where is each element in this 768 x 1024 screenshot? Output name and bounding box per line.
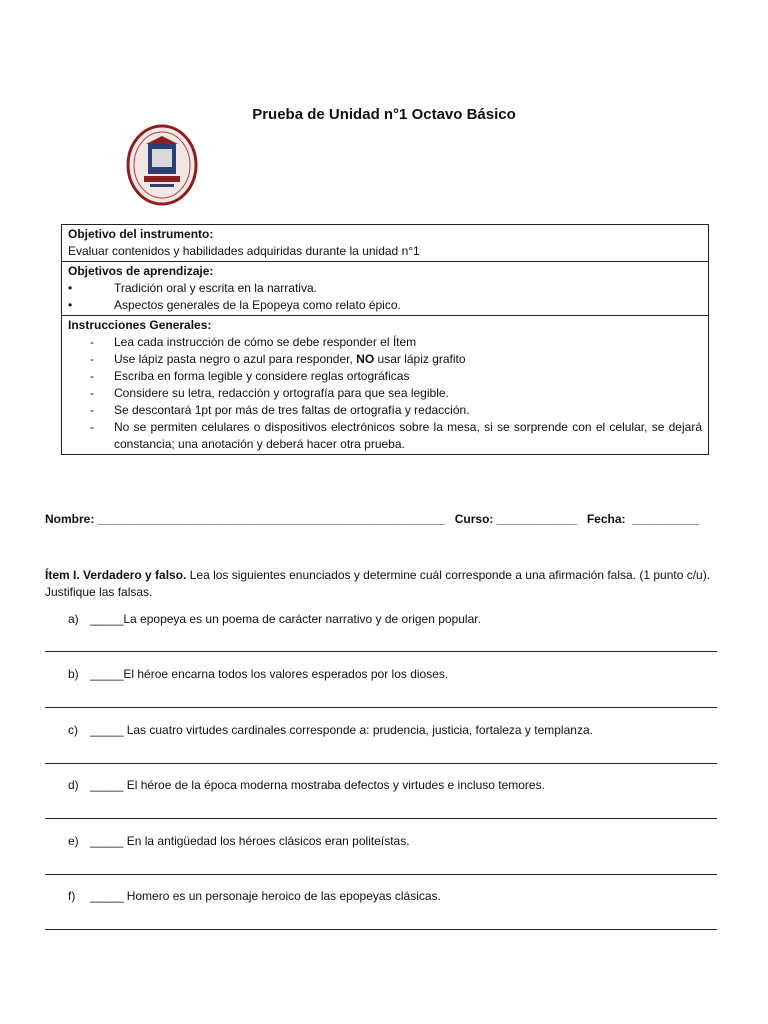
instruction-item: - Se descontará 1pt por más de tres faltas de ortografía y redacción. (90, 403, 470, 417)
question-item-c: c) _____ Las cuatro virtudes cardinales corresponde a: prudencia, justicia, fortaleza y templanza. (68, 723, 593, 737)
answer-line[interactable] (45, 763, 717, 764)
page-title: Prueba de Unidad n°1 Octavo Básico (252, 106, 516, 123)
date-field[interactable]: Fecha: __________ (586, 512, 699, 526)
objective-section (62, 225, 708, 262)
learning-objectives-section (62, 262, 708, 316)
answer-line[interactable] (45, 651, 717, 652)
question-item-f: f) _____ Homero es un personaje heroico de las epopeyas clásicas. (68, 889, 441, 903)
instructions-box (61, 224, 709, 455)
school-logo (126, 124, 198, 206)
instruction-item: - Lea cada instrucción de cómo se debe responder el Ítem (90, 335, 417, 349)
answer-line[interactable] (45, 874, 717, 875)
question-item-a: a) _____La epopeya es un poema de carácter narrativo y de origen popular. (68, 612, 481, 626)
answer-line[interactable] (45, 929, 717, 930)
instruction-item: - Use lápiz pasta negro o azul para responder, NO usar lápiz grafito (90, 352, 466, 366)
general-instructions-section (62, 316, 708, 454)
learning-objective-item: • Aspectos generales de la Epopeya como relato épico. (68, 298, 401, 312)
instruction-item: - No se permiten celulares o dispositivos electrónicos sobre la mesa, si se sorprende con el celular, se dejará constancia; una anotación y deberá hacer otra prueba. (90, 420, 702, 451)
course-field[interactable]: Curso: ____________ (454, 512, 577, 526)
item-one-instructions (45, 567, 722, 601)
answer-line[interactable] (45, 818, 717, 819)
objective-text: Evaluar contenidos y habilidades adquiridas durante la unidad n°1 (68, 244, 420, 258)
question-item-d: d) _____ El héroe de la época moderna mostraba defectos y virtudes e incluso temores. (68, 778, 545, 792)
general-instructions-heading: Instrucciones Generales: (68, 318, 212, 332)
question-item-b: b) _____El héroe encarna todos los valores esperados por los dioses. (68, 667, 449, 681)
instruction-item: - Escriba en forma legible y considere reglas ortográficas (90, 369, 410, 383)
instruction-item: - Considere su letra, redacción y ortografía para que sea legible. (90, 386, 449, 400)
learning-objectives-heading: Objetivos de aprendizaje: (68, 264, 214, 278)
item-one-text: Lea los siguientes enunciados y determine cuál corresponde a una afirmación falsa. (1 punto c/u). Justifique las falsas. (45, 568, 711, 599)
student-info-row (45, 512, 699, 526)
question-item-e: e) _____ En la antigüedad los héroes clásicos eran politeístas. (68, 834, 410, 848)
name-field[interactable]: Nombre: ____________________________________________________ (45, 512, 445, 526)
answer-line[interactable] (45, 707, 717, 708)
objective-heading: Objetivo del instrumento: (68, 227, 214, 241)
item-one-heading: Ítem I. Verdadero y falso. (45, 568, 187, 582)
learning-objective-item: • Tradición oral y escrita en la narrativa. (68, 281, 317, 295)
